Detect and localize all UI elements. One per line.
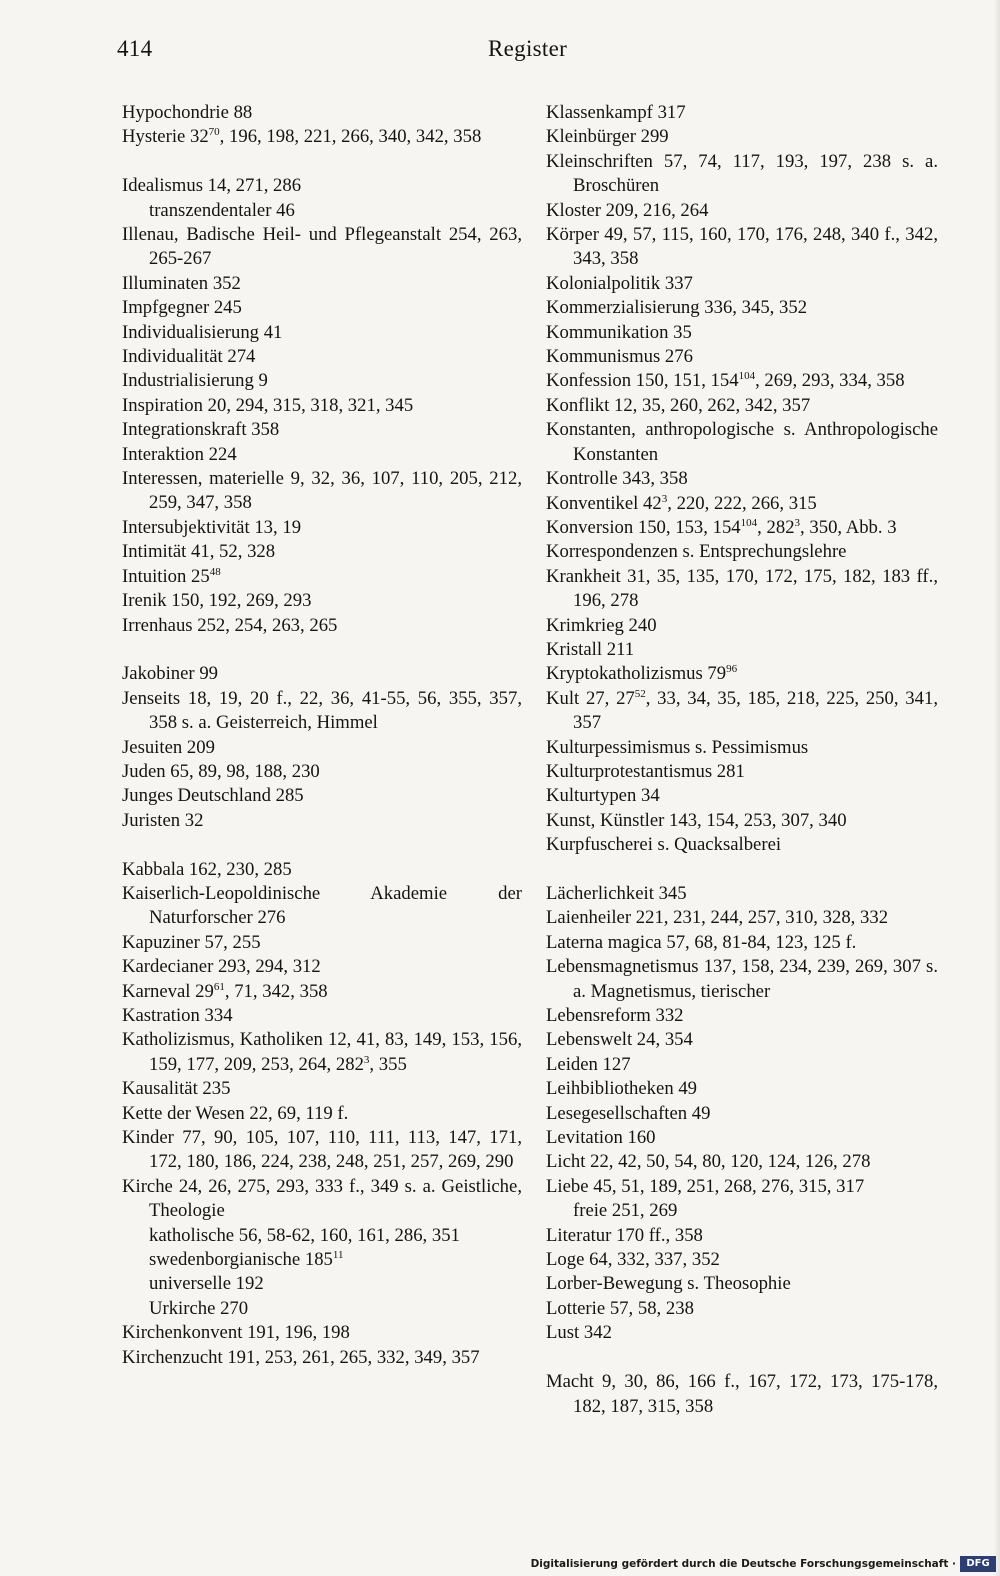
entry-text: Krimkrieg 240 [546, 614, 657, 636]
index-section-gap [122, 638, 522, 662]
index-entry [122, 687, 522, 736]
index-entry [122, 443, 522, 467]
entry-text: Konstanten, anthropologische s. Anthropologische Konstanten [546, 419, 938, 465]
entry-text: Kontrolle 343, 358 [546, 468, 688, 490]
index-subentry [122, 199, 522, 223]
index-entry [546, 1297, 938, 1321]
entry-text: Individualisierung 41 [122, 321, 283, 343]
entry-text: Körper 49, 57, 115, 160, 170, 176, 248, 340 f., 342, 343, 358 [546, 224, 938, 270]
entry-text: Kabbala 162, 230, 285 [122, 858, 292, 880]
index-entry [122, 101, 522, 125]
entry-text: Kapuziner 57, 255 [122, 931, 261, 953]
index-entry [546, 1150, 938, 1174]
footnote-superscript: 70 [208, 126, 220, 139]
entry-text: Korrespondenzen s. Entsprechungslehre [546, 541, 847, 563]
index-entry [546, 1321, 938, 1345]
entry-text: Irenik 150, 192, 269, 293 [122, 590, 312, 612]
index-entry [122, 516, 522, 540]
entry-text: Illuminaten 352 [122, 272, 241, 294]
entry-text: Lotterie 57, 58, 238 [546, 1297, 694, 1319]
index-entry [546, 1053, 938, 1077]
index-entry [122, 540, 522, 564]
entry-text: Laienheiler 221, 231, 244, 257, 310, 328, 332 [546, 907, 889, 929]
index-entry [546, 1272, 938, 1296]
index-entry [546, 467, 938, 491]
index-entry [546, 955, 938, 1004]
index-entry [546, 662, 938, 686]
page-number: 414 [117, 36, 153, 61]
scan-edge [994, 0, 1000, 1576]
entry-text: , 350, Abb. 3 [800, 516, 897, 538]
footnote-superscript: 104 [740, 516, 758, 529]
entry-text: Lächerlichkeit 345 [546, 882, 687, 904]
entry-text: Kryptokatholizismus 79 [546, 663, 727, 685]
index-entry [546, 516, 938, 540]
footnote-superscript: 3 [794, 516, 801, 529]
index-entry [546, 394, 938, 418]
index-subentry [122, 1248, 522, 1272]
entry-text: Juden 65, 89, 98, 188, 230 [122, 760, 320, 782]
entry-text: Kinder 77, 90, 105, 107, 110, 111, 113, 147, 171, 172, 180, 186, 224, 238, 248, 251, 257, 269, 290 [122, 1127, 522, 1173]
entry-text: Kleinbürger 299 [546, 126, 669, 148]
index-entry [122, 394, 522, 418]
index-subentry [122, 1272, 522, 1296]
index-entry [546, 1102, 938, 1126]
entry-text: Juristen 32 [122, 809, 204, 831]
entry-text: , 269, 293, 334, 358 [755, 370, 905, 392]
footnote-superscript: 96 [726, 663, 738, 676]
entry-text: Loge 64, 332, 337, 352 [546, 1249, 720, 1271]
index-entry [546, 931, 938, 955]
entry-text: Kommunikation 35 [546, 321, 692, 343]
index-entry [546, 1077, 938, 1101]
index-entry [546, 687, 938, 736]
index-entry [546, 418, 938, 467]
index-entry [546, 369, 938, 393]
running-head: Register [488, 36, 568, 61]
index-entry [546, 1028, 938, 1052]
index-entry [546, 101, 938, 125]
entry-text: Kirchenkonvent 191, 196, 198 [122, 1322, 350, 1344]
index-entry [546, 1248, 938, 1272]
footnote-superscript: 3 [661, 492, 668, 505]
index-entry [122, 1102, 522, 1126]
entry-text: universelle 192 [149, 1273, 264, 1295]
index-entry [122, 955, 522, 979]
index-entry [122, 736, 522, 760]
entry-text: , 71, 342, 358 [224, 980, 328, 1002]
index-entry [122, 662, 522, 686]
entry-text: Jakobiner 99 [122, 663, 219, 685]
entry-text: Kristall 211 [546, 638, 635, 660]
entry-text: Konventikel 42 [546, 492, 662, 514]
index-entry [122, 1126, 522, 1175]
index-entry [546, 736, 938, 760]
entry-text: katholische 56, 58-62, 160, 161, 286, 351 [149, 1224, 460, 1246]
entry-text: Intuition 25 [122, 565, 210, 587]
entry-text: Kulturprotestantismus 281 [546, 760, 745, 782]
footnote-superscript: 52 [634, 687, 646, 700]
index-entry [122, 760, 522, 784]
index-column-left [122, 101, 522, 1370]
entry-text: Leihbibliotheken 49 [546, 1078, 698, 1100]
index-section-gap [122, 833, 522, 857]
index-section-gap [546, 858, 938, 882]
index-entry [122, 858, 522, 882]
entry-text: Kaiserlich-Leopoldinische Akademie der Naturforscher 276 [122, 882, 522, 929]
entry-text: Industrialisierung 9 [122, 370, 268, 392]
index-section-gap [546, 1346, 938, 1370]
entry-text: Integrationskraft 358 [122, 419, 280, 441]
entry-text: Kolonialpolitik 337 [546, 272, 693, 294]
index-entry [546, 296, 938, 320]
entry-text: Kausalität 235 [122, 1078, 231, 1100]
index-entry [122, 1077, 522, 1101]
index-entry [122, 369, 522, 393]
entry-text: Inspiration 20, 294, 315, 318, 321, 345 [122, 394, 414, 416]
index-entry [546, 223, 938, 272]
entry-text: Illenau, Badische Heil- und Pflegeanstalt 254, 263, 265-267 [122, 224, 522, 270]
entry-text: freie 251, 269 [573, 1200, 678, 1222]
entry-text: Kommerzialisierung 336, 345, 352 [546, 297, 808, 319]
entry-text: Lebensmagnetismus 137, 158, 234, 239, 269, 307 s. a. Magnetismus, tierischer [546, 956, 938, 1002]
entry-text: Karneval 29 [122, 980, 214, 1002]
index-entry [546, 492, 938, 516]
index-entry [122, 272, 522, 296]
entry-text: Kardecianer 293, 294, 312 [122, 956, 321, 978]
entry-text: Levitation 160 [546, 1127, 656, 1149]
index-entry [122, 321, 522, 345]
entry-text: Impfgegner 245 [122, 297, 242, 319]
index-entry [546, 809, 938, 833]
footnote-superscript: 61 [213, 980, 225, 993]
entry-text: Krankheit 31, 35, 135, 170, 172, 175, 182, 183 ff., 196, 278 [546, 565, 938, 612]
index-entry [546, 1126, 938, 1150]
index-entry [122, 980, 522, 1004]
index-entry [122, 614, 522, 638]
index-entry [122, 467, 522, 516]
entry-text: Konfession 150, 151, 154 [546, 370, 739, 392]
index-entry [122, 809, 522, 833]
index-entry [122, 345, 522, 369]
entry-text: Lebensreform 332 [546, 1005, 684, 1027]
index-entry [122, 931, 522, 955]
entry-text: Klassenkampf 317 [546, 102, 686, 123]
entry-text: Jenseits 18, 19, 20 f., 22, 36, 41-55, 56, 355, 357, 358 s. a. Geisterreich, Himmel [122, 687, 522, 734]
entry-text: Lust 342 [546, 1322, 612, 1344]
entry-text: Leiden 127 [546, 1053, 631, 1075]
entry-text: , 355 [369, 1053, 407, 1075]
index-entry [546, 1175, 938, 1199]
index-entry [546, 1370, 938, 1419]
index-entry [122, 1321, 522, 1345]
entry-text: Interessen, materielle 9, 32, 36, 107, 110, 205, 212, 259, 347, 358 [122, 468, 522, 514]
index-entry [122, 1028, 522, 1077]
entry-text: , 282 [757, 516, 795, 538]
index-entry [122, 223, 522, 272]
index-entry [546, 565, 938, 614]
entry-text: Individualität 274 [122, 346, 256, 368]
entry-text: Lorber-Bewegung s. Theosophie [546, 1273, 791, 1295]
entry-text: Jesuiten 209 [122, 736, 215, 758]
entry-text: , 196, 198, 221, 266, 340, 342, 358 [219, 126, 482, 148]
entry-text: swedenborgianische 185 [149, 1249, 333, 1271]
index-entry [546, 833, 938, 857]
index-entry [122, 1175, 522, 1224]
entry-text: Intimität 41, 52, 328 [122, 541, 276, 563]
entry-text: transzendentaler 46 [149, 199, 295, 221]
entry-text: Intersubjektivität 13, 19 [122, 516, 302, 538]
entry-text: Macht 9, 30, 86, 166 f., 167, 172, 173, 175-178, 182, 187, 315, 358 [546, 1371, 938, 1417]
entry-text: Irrenhaus 252, 254, 263, 265 [122, 614, 338, 636]
footnote-superscript: 11 [332, 1249, 344, 1262]
index-entry [122, 418, 522, 442]
entry-text: Konversion 150, 153, 154 [546, 516, 741, 538]
entry-text: Kulturtypen 34 [546, 785, 660, 807]
entry-text: Literatur 170 ff., 358 [546, 1224, 703, 1246]
entry-text: Hysterie 32 [122, 126, 209, 148]
index-column-right [546, 101, 938, 1419]
entry-text: Junges Deutschland 285 [122, 785, 304, 807]
index-entry [122, 882, 522, 931]
entry-text: Kleinschriften 57, 74, 117, 193, 197, 238 s. a. Broschüren [546, 150, 938, 197]
entry-text: Hypochondrie 88 [122, 102, 253, 123]
index-entry [546, 345, 938, 369]
entry-text: Lebenswelt 24, 354 [546, 1029, 693, 1051]
index-entry [546, 784, 938, 808]
index-entry [546, 882, 938, 906]
entry-text: , 33, 34, 35, 185, 218, 225, 250, 341, 357 [573, 687, 938, 734]
index-entry [546, 321, 938, 345]
entry-text: Katholizismus, Katholiken 12, 41, 83, 149, 153, 156, 159, 177, 209, 253, 264, 282 [122, 1029, 522, 1075]
index-entry [546, 1224, 938, 1248]
index-entry [546, 760, 938, 784]
footer-credit: Digitalisierung gefördert durch die Deutsche Forschungsgemeinschaft · [530, 1558, 956, 1570]
footnote-superscript: 48 [209, 565, 221, 578]
entry-text: Kommunismus 276 [546, 346, 693, 368]
entry-text: Liebe 45, 51, 189, 251, 268, 276, 315, 317 [546, 1175, 865, 1197]
index-entry [122, 565, 522, 589]
entry-text: Kette der Wesen 22, 69, 119 f. [122, 1102, 349, 1124]
entry-text: Interaktion 224 [122, 443, 237, 465]
index-entry [122, 1346, 522, 1370]
index-entry [546, 906, 938, 930]
index-entry [122, 589, 522, 613]
index-subentry [122, 1224, 522, 1248]
entry-text: Kulturpessimismus s. Pessimismus [546, 736, 809, 758]
footnote-superscript: 3 [363, 1053, 370, 1066]
index-entry [122, 296, 522, 320]
index-entry [546, 199, 938, 223]
index-subentry [546, 1199, 938, 1223]
entry-text: Kastration 334 [122, 1004, 233, 1026]
entry-text: Urkirche 270 [149, 1297, 249, 1319]
entry-text: Lesegesellschaften 49 [546, 1102, 711, 1124]
index-entry [546, 125, 938, 149]
entry-text: Kirchenzucht 191, 253, 261, 265, 332, 349, 357 [122, 1346, 480, 1368]
entry-text: Kult 27, 27 [546, 687, 635, 709]
index-subentry [122, 1297, 522, 1321]
index-entry [122, 1004, 522, 1028]
index-entry [546, 1004, 938, 1028]
entry-text: Idealismus 14, 271, 286 [122, 175, 302, 197]
index-entry [546, 638, 938, 662]
entry-text: Laterna magica 57, 68, 81-84, 123, 125 f. [546, 931, 857, 953]
index-entry [122, 174, 522, 198]
entry-text: , 220, 222, 266, 315 [667, 492, 817, 514]
footnote-superscript: 104 [738, 370, 756, 383]
index-entry [546, 614, 938, 638]
entry-text: Kunst, Künstler 143, 154, 253, 307, 340 [546, 809, 847, 831]
index-entry [546, 272, 938, 296]
index-entry [122, 125, 522, 149]
dfg-logo: DFG [960, 1556, 996, 1572]
entry-text: Kurpfuscherei s. Quacksalberei [546, 834, 782, 856]
entry-text: Licht 22, 42, 50, 54, 80, 120, 124, 126, 278 [546, 1151, 871, 1173]
index-entry [546, 150, 938, 199]
entry-text: Konflikt 12, 35, 260, 262, 342, 357 [546, 394, 811, 416]
entry-text: Kirche 24, 26, 275, 293, 333 f., 349 s. a. Geistliche, Theologie [122, 1175, 522, 1222]
index-entry [122, 784, 522, 808]
index-entry [546, 540, 938, 564]
entry-text: Kloster 209, 216, 264 [546, 199, 709, 221]
index-section-gap [122, 150, 522, 174]
